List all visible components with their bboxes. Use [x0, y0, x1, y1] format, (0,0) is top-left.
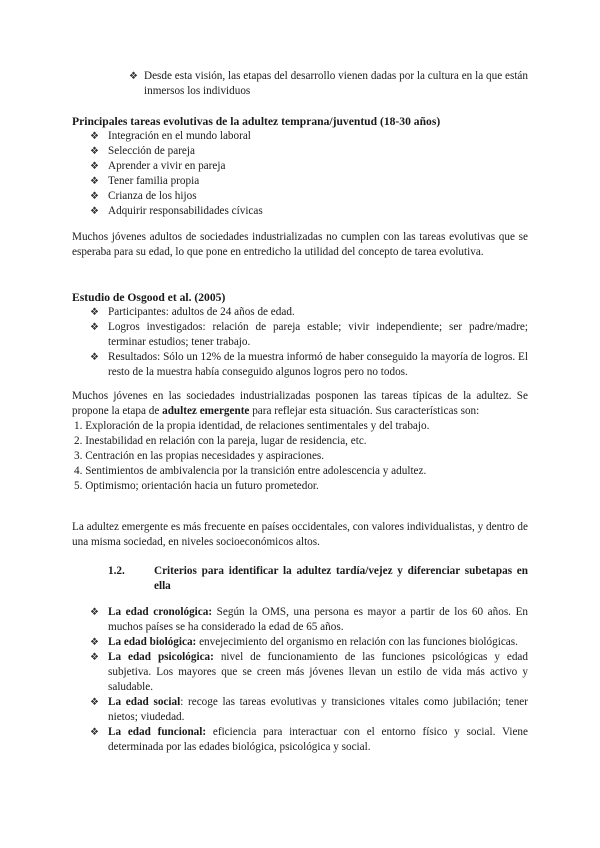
diamond-bullet-icon: ❖ — [90, 161, 99, 172]
list-item: ❖ La edad cronológica: Según la OMS, una persona es mayor a partir de los 60 años. En muchos países se ha considerado la edad de 65 años. — [90, 606, 528, 633]
list-item: 5. Optimismo; orientación hacia un futuro prometedor. — [74, 480, 319, 492]
osgood-list — [72, 305, 528, 380]
list-item: ❖ Adquirir responsabilidades cívicas — [90, 205, 263, 217]
diamond-bullet-icon: ❖ — [90, 727, 99, 738]
diamond-bullet-icon: ❖ — [90, 131, 99, 142]
tareas-heading: Principales tareas evolutivas de la adultez temprana/juventud (18-30 años) — [72, 115, 441, 128]
list-item: ❖ Logros investigados: relación de pareja estable; vivir independiente; ser padre/madre; terminar estudios; tener trabajo. — [90, 321, 528, 348]
diamond-bullet-icon: ❖ — [90, 322, 99, 333]
diamond-bullet-icon: ❖ — [129, 71, 138, 82]
list-item: ❖ Resultados: Sólo un 12% de la muestra informó de haber conseguido la mayoría de logros. El resto de la muestra había conseguido algunos logros pero no todos. — [90, 351, 528, 378]
diamond-bullet-icon: ❖ — [90, 206, 99, 217]
list-item: ❖ La edad funcional: eficiencia para interactuar con el entorno físico y social. Viene determinada por las edades biológica, psicológica y social. — [90, 726, 528, 753]
paragraph-text: Muchos jóvenes en las sociedades industrializadas posponen las tareas típicas de la adultez. Se propone la etapa de adultez emergente para reflejar esta situación. Sus características son: — [72, 390, 528, 417]
list-item: ❖ Participantes: adultos de 24 años de edad. — [90, 306, 295, 318]
list-item: ❖ Selección de pareja — [90, 145, 195, 157]
list-item: ❖ La edad psicológica: nivel de funcionamiento de las funciones psicológicas y edad subjetiva. Los mayores que se creen más jóvenes llevan un estilo de vida más activo y saludable. — [90, 651, 528, 693]
diamond-bullet-icon: ❖ — [90, 607, 99, 618]
list-item: ❖ Tener familia propia — [90, 175, 200, 187]
paragraph-2 — [72, 389, 528, 494]
section-number: 1.2. — [108, 565, 125, 577]
intro-bullet — [72, 69, 528, 99]
diamond-bullet-icon: ❖ — [90, 352, 99, 363]
list-item: 4. Sentimientos de ambivalencia por la transición entre adolescencia y adultez. — [74, 465, 427, 477]
osgood-heading: Estudio de Osgood et al. (2005) — [72, 291, 226, 304]
list-item: ❖ Aprender a vivir en pareja — [90, 160, 226, 172]
tareas-section — [72, 114, 528, 219]
adultez-emergente-term: adultez emergente — [162, 405, 250, 417]
intro-bullet-block — [72, 69, 528, 99]
diamond-bullet-icon: ❖ — [90, 697, 99, 708]
tareas-list — [72, 129, 528, 219]
diamond-bullet-icon: ❖ — [90, 191, 99, 202]
list-item: ❖ La edad social: recoge las tareas evolutivas y transiciones vitales como jubilación; tener nietos; viudedad. — [90, 696, 528, 723]
list-item: ❖ Integración en el mundo laboral — [90, 130, 251, 142]
diamond-bullet-icon: ❖ — [90, 176, 99, 187]
criterios-section — [72, 605, 528, 755]
list-item: 2. Inestabilidad en relación con la pareja, lugar de residencia, etc. — [74, 435, 367, 447]
paragraph-3 — [72, 520, 528, 550]
paragraph-1 — [72, 230, 528, 260]
list-item: 1. Exploración de la propia identidad, de relaciones sentimentales y del trabajo. — [74, 420, 430, 432]
osgood-section — [72, 290, 528, 380]
intro-bullet-text: Desde esta visión, las etapas del desarrollo vienen dadas por la cultura en la que están inmersos los individuos — [144, 70, 528, 97]
diamond-bullet-icon: ❖ — [90, 652, 99, 663]
list-item: ❖ La edad biológica: envejecimiento del organismo en relación con las funciones biológicas. — [90, 636, 518, 648]
caracteristicas-list — [72, 419, 528, 494]
diamond-bullet-icon: ❖ — [90, 637, 99, 648]
list-item: 3. Centración en las propias necesidades y aspiraciones. — [74, 450, 325, 462]
diamond-bullet-icon: ❖ — [90, 307, 99, 318]
diamond-bullet-icon: ❖ — [90, 146, 99, 157]
section-title: Criterios para identificar la adultez tardía/vejez y diferenciar subetapas en ella — [154, 565, 528, 592]
list-item: ❖ Crianza de los hijos — [90, 190, 197, 202]
paragraph-text: Muchos jóvenes adultos de sociedades industrializadas no cumplen con las tareas evolutivas que se esperaba para su edad, lo que pone en entredicho la utilidad del concepto de tarea evolutiva. — [72, 231, 528, 258]
criterios-list — [72, 605, 528, 755]
paragraph-text: La adultez emergente es más frecuente en países occidentales, con valores individualistas, y dentro de una misma sociedad, en niveles socioeconómicos altos. — [72, 521, 528, 548]
